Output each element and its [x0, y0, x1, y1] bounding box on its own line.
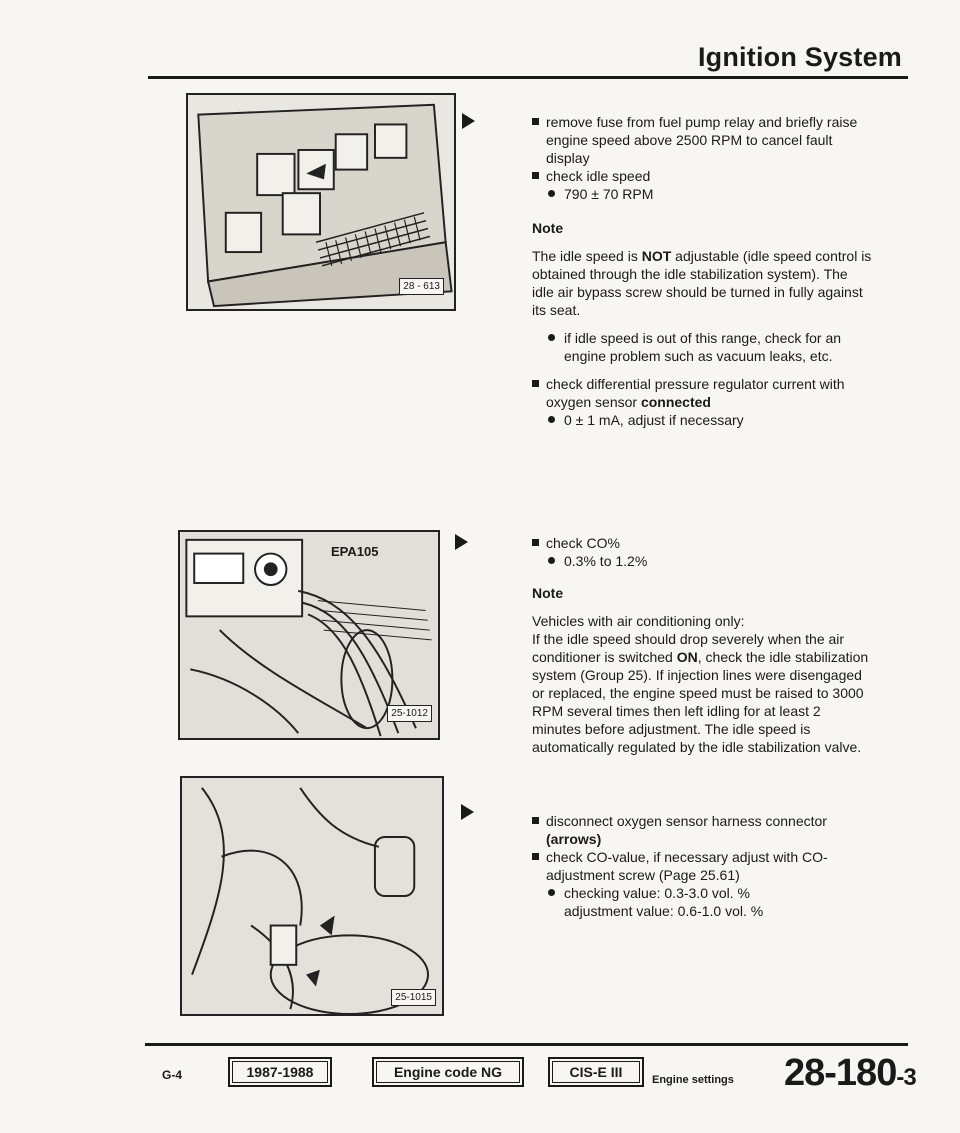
header-rule	[148, 76, 908, 79]
step-item: check CO%	[532, 534, 872, 552]
sub-item: 0.3% to 1.2%	[532, 552, 872, 570]
footer-years-box: 1987-1988	[228, 1057, 332, 1087]
figure-label: 28 - 613	[399, 278, 444, 295]
section-co-check	[532, 534, 872, 756]
sub-item: if idle speed is out of this range, check for an engine problem such as vacuum leaks, etc.	[532, 329, 872, 365]
section-idle-speed	[532, 113, 872, 429]
figure-callout: EPA105	[331, 544, 379, 559]
figure-connector	[180, 776, 444, 1016]
footer-system-box: CIS-E III	[548, 1057, 644, 1087]
footer-left-page: G-4	[162, 1068, 183, 1082]
footer-page-number: 28-180-3	[784, 1052, 916, 1094]
step-item: check CO-value, if necessary adjust with CO-adjustment screw (Page 25.61)	[532, 848, 872, 884]
sub-item: checking value: 0.3-3.0 vol. %	[532, 884, 872, 902]
step-item: check idle speed	[532, 167, 872, 185]
figure-label: 25-1015	[391, 989, 436, 1006]
figure-tester	[178, 530, 440, 740]
step-item: remove fuse from fuel pump relay and briefly raise engine speed above 2500 RPM to cancel fault display	[532, 113, 872, 167]
note-title: Note	[532, 585, 564, 601]
figure-label: 25-1012	[387, 705, 432, 722]
step-item: check differential pressure regulator current with oxygen sensor connected	[532, 375, 872, 411]
note-text: The idle speed is NOT adjustable (idle speed control is obtained through the idle stabilization system). The idle air bypass screw should be turned in fully against its seat.	[532, 248, 872, 318]
sub-item: 0 ± 1 mA, adjust if necessary	[532, 411, 872, 429]
pointer-arrow	[455, 534, 468, 550]
figure-relay-panel	[186, 93, 456, 311]
pointer-arrow	[462, 113, 475, 129]
step-item: disconnect oxygen sensor harness connector (arrows)	[532, 812, 872, 848]
footer-section-name: Engine settings	[652, 1074, 734, 1086]
sub-item: 790 ± 70 RPM	[532, 185, 872, 203]
connector-illustration	[182, 778, 442, 1014]
note-text: If the idle speed should drop severely when the air conditioner is switched ON, check the idle stabilization system (Group 25). If injection lines were disengaged or replaced, the engine speed must be raised to 3000 RPM several times then left idling for at least 2 minutes before adjustment. The idle speed is automatically regulated by the idle stabilization valve.	[532, 631, 869, 755]
footer-rule	[145, 1043, 908, 1046]
sub-item-continuation: adjustment value: 0.6-1.0 vol. %	[564, 903, 764, 919]
pointer-arrow	[461, 804, 474, 820]
relay-panel-illustration	[188, 95, 454, 309]
note-text: Vehicles with air conditioning only:	[532, 613, 745, 629]
section-co-adjust	[532, 812, 872, 920]
page-title: Ignition System	[697, 42, 902, 72]
note-title: Note	[532, 220, 564, 236]
footer-engine-code-box: Engine code NG	[372, 1057, 524, 1087]
